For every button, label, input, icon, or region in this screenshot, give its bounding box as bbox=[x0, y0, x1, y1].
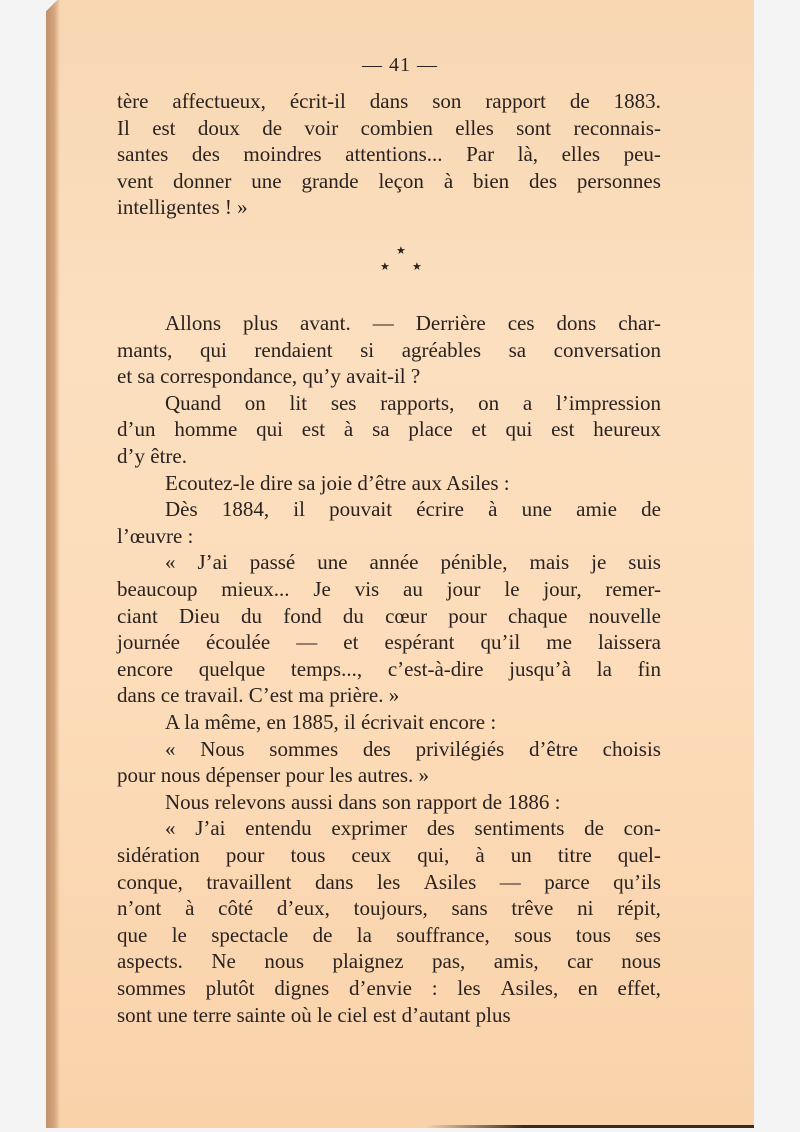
text-line: « Nous sommes des privilégiés d’être choisis bbox=[165, 737, 661, 761]
text-line: « J’ai entendu exprimer des sentiments de con- bbox=[165, 816, 661, 840]
text-line: Nous relevons aussi dans son rapport de 1886 : bbox=[165, 790, 561, 814]
text-line: santes des moindres attentions... Par là, elles peu- bbox=[117, 142, 661, 166]
book-page bbox=[46, 0, 754, 1128]
text-line: journée écoulée — et espérant qu’il me laissera bbox=[117, 630, 661, 654]
text-line: sont une terre sainte où le ciel est d’autant plus bbox=[117, 1003, 511, 1027]
text-line: vent donner une grande leçon à bien des personnes bbox=[117, 169, 661, 193]
text-line: « J’ai passé une année pénible, mais je suis bbox=[165, 550, 661, 574]
asterisk-icon: ★ bbox=[380, 261, 390, 273]
text-line: A la même, en 1885, il écrivait encore : bbox=[165, 710, 497, 734]
text-line: sidération pour tous ceux qui, à un titre quel- bbox=[117, 843, 661, 867]
text-line: tère affectueux, écrit-il dans son rapport de 1883. bbox=[117, 89, 661, 113]
text-line: pour nous dépenser pour les autres. » bbox=[117, 763, 430, 787]
text-line: intelligentes ! » bbox=[117, 195, 248, 219]
text-line: d’un homme qui est à sa place et qui est heureux bbox=[117, 417, 661, 441]
text-line: aspects. Ne nous plaignez pas, amis, car nous bbox=[117, 949, 661, 973]
text-line: Quand on lit ses rapports, on a l’impression bbox=[165, 391, 661, 415]
asterisk-icon: ★ bbox=[412, 261, 422, 273]
text-line: Ecoutez-le dire sa joie d’être aux Asiles : bbox=[165, 471, 510, 495]
page-number: — 41 — bbox=[362, 54, 438, 76]
text-line: et sa correspondance, qu’y avait-il ? bbox=[117, 364, 421, 388]
text-line: conque, travaillent dans les Asiles — parce qu’ils bbox=[117, 870, 661, 894]
text-line: dans ce travail. C’est ma prière. » bbox=[117, 683, 400, 707]
text-line: que le spectacle de la souffrance, sous tous ses bbox=[117, 923, 661, 947]
asterism-separator bbox=[46, 246, 754, 276]
text-line: n’ont à côté d’eux, toujours, sans trêve ni répit, bbox=[117, 896, 661, 920]
asterisk-icon: ★ bbox=[396, 245, 406, 257]
text-line: encore quelque temps..., c’est-à-dire jusqu’à la fin bbox=[117, 657, 661, 681]
text-line: beaucoup mieux... Je vis au jour le jour, remer- bbox=[117, 577, 661, 601]
text-line: l’œuvre : bbox=[117, 524, 194, 548]
text-line: d’y être. bbox=[117, 444, 187, 468]
text-line: mants, qui rendaient si agréables sa conversation bbox=[117, 338, 661, 362]
text-line: Il est doux de voir combien elles sont reconnais- bbox=[117, 116, 661, 140]
page-spine-shadow bbox=[46, 0, 60, 1128]
text-line: Dès 1884, il pouvait écrire à une amie de bbox=[165, 497, 661, 521]
text-line: ciant Dieu du fond du cœur pour chaque nouvelle bbox=[117, 604, 661, 628]
text-line: Allons plus avant. — Derrière ces dons char- bbox=[165, 311, 661, 335]
text-line: sommes plutôt dignes d’envie : les Asiles, en effet, bbox=[117, 976, 661, 1000]
